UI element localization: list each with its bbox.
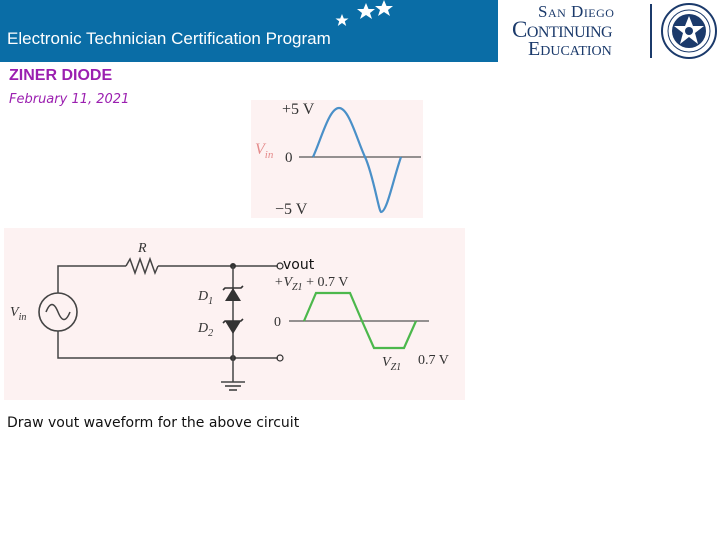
sine-wave <box>313 108 401 212</box>
logo-line-2: Continuing <box>512 17 613 42</box>
neg-level-label: $V_{Z1}$ <box>382 355 402 373</box>
neg-level-tail: 0.7 V <box>418 353 449 368</box>
stars-decoration <box>330 0 410 30</box>
d2-label: $D_2$ <box>198 321 214 339</box>
resistor-icon <box>126 259 158 273</box>
program-title: Electronic Technician Certification Program <box>7 29 331 48</box>
star-icon <box>336 14 349 26</box>
slide-date: February 11, 2021 <box>9 92 130 107</box>
star-icon <box>375 0 393 16</box>
slide-title: ZINER DIODE <box>9 67 113 84</box>
zener-diode-2-icon <box>225 321 241 334</box>
pos-level-label: $+V_{Z1} + 0.7$ V <box>274 275 349 293</box>
output-zero-label: 0 <box>274 315 281 330</box>
neg-5v-label: −5 V <box>275 201 308 218</box>
vin-label: $V_{in}$ <box>255 141 274 161</box>
circuit-figure <box>4 228 465 400</box>
logo-divider <box>650 4 652 58</box>
college-seal-icon <box>660 2 718 60</box>
circuit-svg <box>4 228 465 400</box>
zero-label: 0 <box>285 150 293 166</box>
zener-diode-1-icon <box>225 288 241 301</box>
circuit-vin-label: $V_{in}$ <box>10 305 27 323</box>
instruction-text: Draw vout waveform for the above circuit <box>7 415 300 431</box>
wire-top-left <box>58 266 126 293</box>
wire-bottom <box>58 331 278 358</box>
sdce-logo <box>498 0 720 62</box>
logo-line-3: Education <box>528 38 612 60</box>
star-icon <box>357 3 375 19</box>
pos-5v-label: +5 V <box>282 101 315 118</box>
input-waveform-figure <box>251 100 423 218</box>
input-waveform-svg <box>251 100 423 218</box>
sine-symbol-icon <box>46 305 70 320</box>
d1-label: $D_1$ <box>198 289 214 307</box>
header-bar <box>0 0 720 62</box>
vout-label: vout <box>283 257 315 273</box>
logo-line-1: San Diego <box>538 2 615 21</box>
resistor-label: R <box>138 241 147 256</box>
